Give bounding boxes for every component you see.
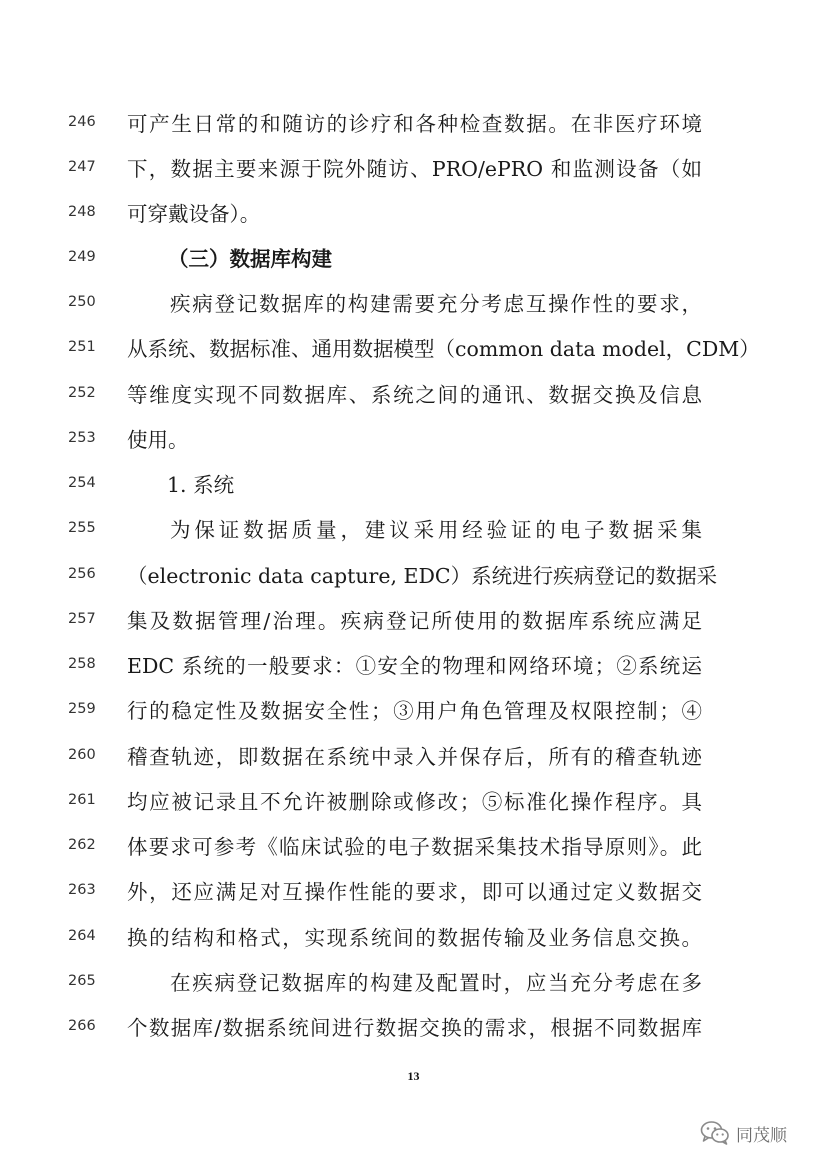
line-number: 246 [68,114,96,130]
line-number: 263 [68,882,96,898]
line-number: 251 [68,339,96,355]
text-line [0,381,827,411]
page-number: 13 [407,1069,420,1083]
text-line [0,924,827,954]
text-line [0,335,827,365]
line-number: 247 [68,159,96,175]
text-line [0,697,827,727]
line-text: 均应被记录且不允许被删除或修改；⑤标准化操作程序。具 [127,790,702,814]
text-line [0,471,827,501]
line-number: 266 [68,1018,96,1034]
section-heading: （三）数据库构建 [168,247,332,271]
line-number: 257 [68,611,96,627]
subsection-heading: 1. 系统 [167,473,235,497]
line-text: 等维度实现不同数据库、系统之间的通讯、数据交换及信息 [127,383,702,407]
line-number: 253 [68,430,96,446]
line-number: 261 [68,792,96,808]
line-text: 行的稳定性及数据安全性；③用户角色管理及权限控制；④ [127,699,702,723]
text-line [0,200,827,230]
text-line [0,516,827,546]
line-number: 256 [68,566,96,582]
source-watermark [700,1118,787,1148]
line-text: 从系统、数据标准、通用数据模型（common data model，CDM） [127,337,760,361]
text-line [0,110,827,140]
line-number: 262 [68,837,96,853]
line-text: 可产生日常的和随访的诊疗和各种检查数据。在非医疗环境 [127,112,702,136]
line-number: 259 [68,701,96,717]
text-line [0,607,827,637]
text-line [0,969,827,999]
line-text: 个数据库/数据系统间进行数据交换的需求，根据不同数据库 [127,1016,702,1040]
line-number: 264 [68,928,96,944]
line-text: 在疾病登记数据库的构建及配置时，应当充分考虑在多 [170,971,702,995]
text-line [0,743,827,773]
line-number: 252 [68,385,96,401]
text-line [0,426,827,456]
text-line [0,290,827,320]
line-text: 使用。 [127,428,189,452]
text-line [0,1014,827,1044]
line-text: EDC 系统的一般要求：①安全的物理和网络环境；②系统运 [127,654,702,678]
line-number: 258 [68,656,96,672]
line-text: 换的结构和格式，实现系统间的数据传输及业务信息交换。 [127,926,702,950]
line-number: 248 [68,204,96,220]
line-text: 下，数据主要来源于院外随访、PRO/ePRO 和监测设备（如 [127,157,702,181]
text-line [0,155,827,185]
line-number: 260 [68,747,96,763]
text-line [0,788,827,818]
text-line [0,652,827,682]
watermark-label: 同茂顺 [736,1125,787,1146]
line-number: 249 [68,249,96,265]
line-text: 外，还应满足对互操作性能的要求，即可以通过定义数据交 [127,880,702,904]
line-text: 疾病登记数据库的构建需要充分考虑互操作性的要求， [170,292,702,316]
text-line [0,562,827,592]
line-text: 可穿戴设备）。 [127,202,261,226]
text-line [0,245,827,275]
line-text: 稽查轨迹，即数据在系统中录入并保存后，所有的稽查轨迹 [127,745,702,769]
text-line [0,833,827,863]
text-line [0,878,827,908]
line-number: 255 [68,520,96,536]
line-number: 250 [68,294,96,310]
line-text: 集及数据管理/治理。疾病登记所使用的数据库系统应满足 [127,609,702,633]
wechat-icon [700,1120,730,1146]
line-number: 254 [68,475,96,491]
line-text: 体要求可参考《临床试验的电子数据采集技术指导原则》。此 [127,835,702,859]
line-number: 265 [68,973,96,989]
line-text: 为保证数据质量，建议采用经验证的电子数据采集 [170,518,702,542]
line-text: （electronic data capture, EDC）系统进行疾病登记的数据采 [127,564,718,588]
